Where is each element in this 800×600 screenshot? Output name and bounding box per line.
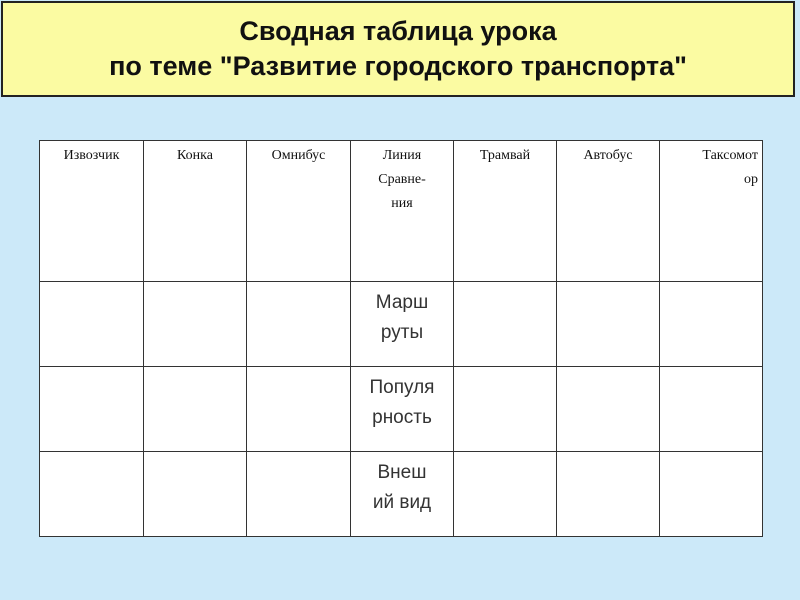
row-label-line-1: Популя <box>369 377 435 398</box>
column-header-izvozchik <box>40 141 144 282</box>
table-row-popularity <box>40 367 763 452</box>
table-cell <box>40 367 144 452</box>
row-label-line-1: Марш <box>375 292 429 313</box>
row-label-routes <box>351 282 454 367</box>
table-cell <box>557 452 660 537</box>
row-label-line-1: Внеш <box>377 462 427 483</box>
row-label-line-2: рность <box>372 407 432 428</box>
column-header-taksomotor <box>660 141 763 282</box>
column-header-konka <box>144 141 247 282</box>
column-header-label-line-3: ния <box>391 196 413 211</box>
table-cell <box>144 282 247 367</box>
column-header-avtobus <box>557 141 660 282</box>
column-header-label: Извозчик <box>63 148 120 163</box>
column-header-label-line-2: ор <box>744 172 758 187</box>
table-row-appearance <box>40 452 763 537</box>
table-cell <box>660 282 763 367</box>
column-header-tramvai <box>454 141 557 282</box>
column-header-label-line-1: Линия <box>382 148 422 163</box>
table-cell <box>144 367 247 452</box>
column-header-label: Конка <box>177 148 213 163</box>
table-cell <box>40 282 144 367</box>
row-label-appearance <box>351 452 454 537</box>
column-header-label-line-1: Таксомот <box>702 148 758 163</box>
column-header-label-line-2: Сравне- <box>378 172 426 187</box>
table-cell <box>40 452 144 537</box>
table-cell <box>454 452 557 537</box>
column-header-label: Омнибус <box>271 148 326 163</box>
table-row-routes <box>40 282 763 367</box>
table-header-row <box>40 141 763 282</box>
table-cell <box>454 282 557 367</box>
slide-title-line-2: по теме "Развитие городского транспорта" <box>109 51 687 81</box>
table-cell <box>247 452 351 537</box>
column-header-label: Трамвай <box>479 148 531 163</box>
table-cell <box>144 452 247 537</box>
slide-title-line-1: Сводная таблица урока <box>239 16 557 46</box>
table-cell <box>247 367 351 452</box>
column-header-label: Автобус <box>583 148 633 163</box>
summary-table <box>39 140 763 537</box>
row-label-popularity <box>351 367 454 452</box>
table-cell <box>557 282 660 367</box>
table-cell <box>557 367 660 452</box>
row-label-line-2: руты <box>380 322 424 343</box>
slide-title-box <box>1 1 795 97</box>
table-cell <box>660 367 763 452</box>
table-cell <box>660 452 763 537</box>
table-cell <box>247 282 351 367</box>
row-label-line-2: ий вид <box>372 492 432 513</box>
column-header-omnibus <box>247 141 351 282</box>
column-header-comparison-line <box>351 141 454 282</box>
table-cell <box>454 367 557 452</box>
